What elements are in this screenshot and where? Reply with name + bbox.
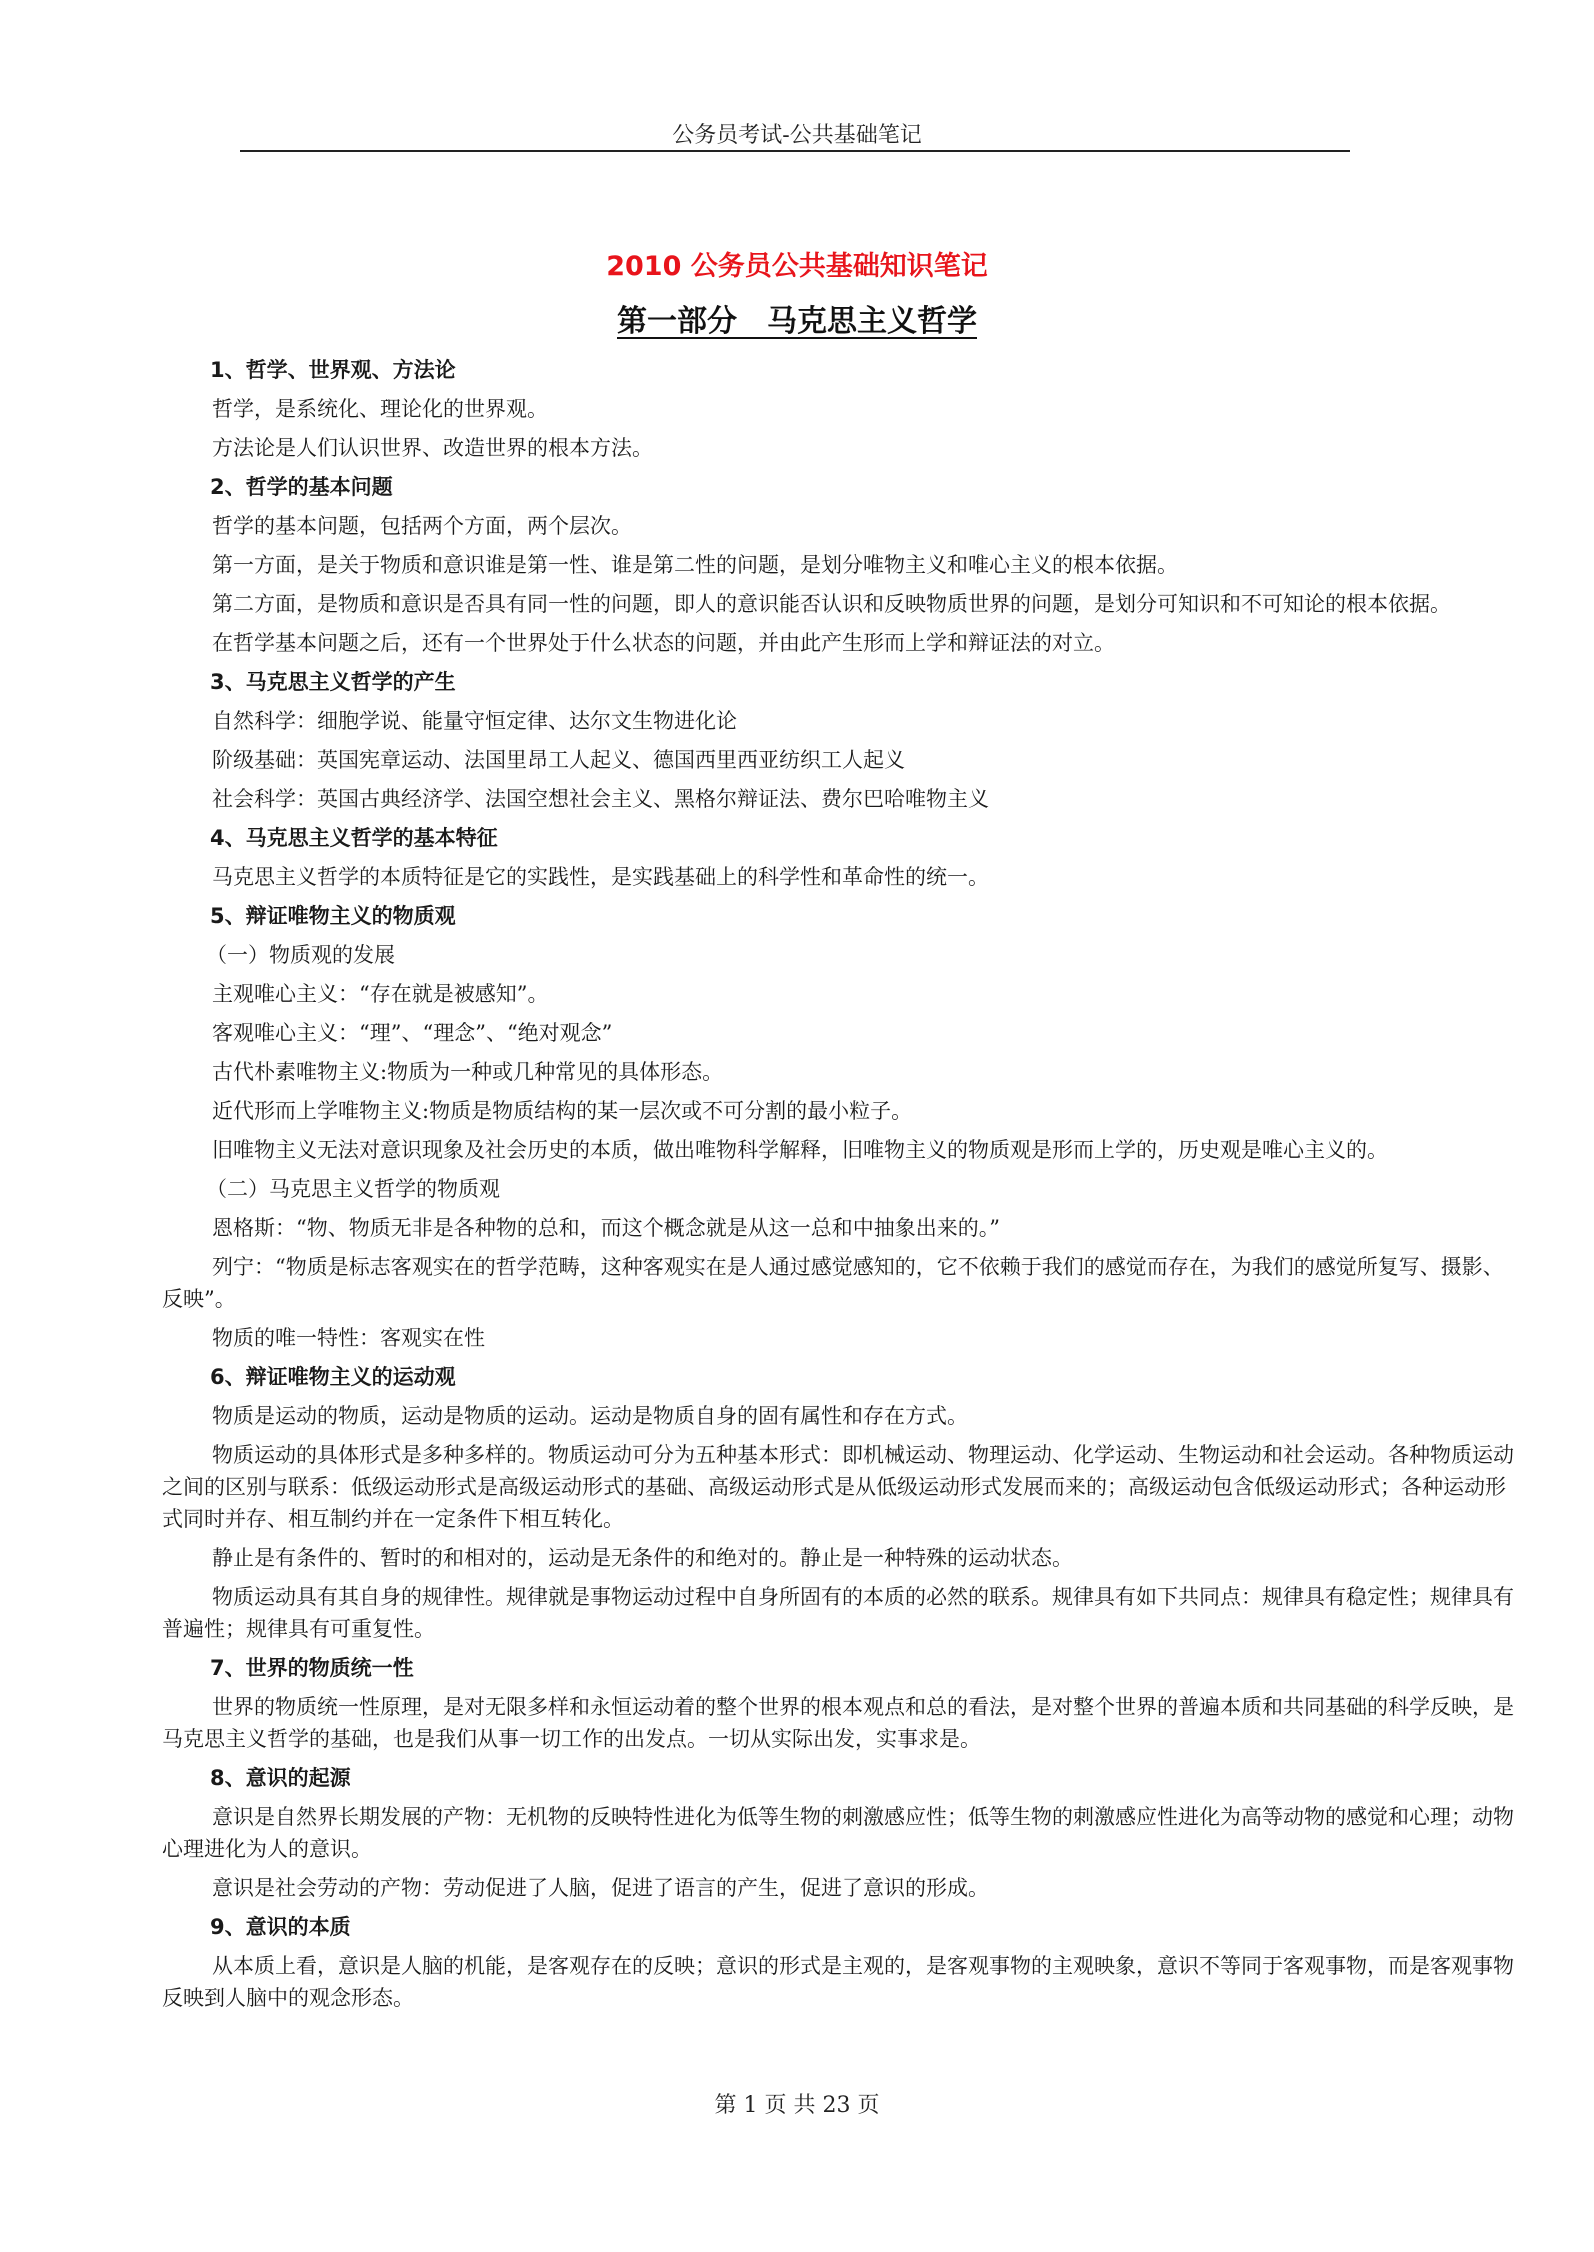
section-heading: 3、马克思主义哲学的产生: [210, 670, 456, 694]
paragraph: 世界的物质统一性原理，是对无限多样和永恒运动着的整个世界的根本观点和总的看法，是对整个世界的普遍本质和共同基础的科学反映，是马克思主义哲学的基础，也是我们从事一切工作的出发点。一切从实际出发，实事求是。: [162, 1695, 1514, 1751]
paragraph: 在哲学基本问题之后，还有一个世界处于什么状态的问题，并由此产生形而上学和辩证法的对立。: [212, 631, 1115, 655]
paragraph: 主观唯心主义：“存在就是被感知”。: [212, 982, 549, 1006]
subsection-heading: （一）物质观的发展: [206, 943, 395, 967]
part-title: [0, 296, 1594, 340]
paragraph: 第二方面，是物质和意识是否具有同一性的问题，即人的意识能否认识和反映物质世界的问题，是划分可知识和不可知论的根本依据。: [212, 592, 1451, 616]
paragraph: 客观唯心主义：“理”、“理念”、“绝对观念”: [212, 1021, 613, 1045]
paragraph: 自然科学：细胞学说、能量守恒定律、达尔文生物进化论: [212, 709, 737, 733]
paragraph: 近代形而上学唯物主义:物质是物质结构的某一层次或不可分割的最小粒子。: [212, 1099, 913, 1123]
paragraph: 哲学，是系统化、理论化的世界观。: [212, 397, 548, 421]
running-header: 公务员考试-公共基础笔记: [672, 123, 922, 148]
paragraph: 物质运动的具体形式是多种多样的。物质运动可分为五种基本形式：即机械运动、物理运动、化学运动、生物运动和社会运动。各种物质运动之间的区别与联系：低级运动形式是高级运动形式的基础、高级运动形式是从低级运动形式发展而来的；高级运动包含低级运动形式；各种运动形式同时并存、相互制约并在一定条件下相互转化。: [162, 1443, 1514, 1531]
section-heading: 8、意识的起源: [210, 1766, 351, 1790]
paragraph: 马克思主义哲学的本质特征是它的实践性，是实践基础上的科学性和革命性的统一。: [212, 865, 989, 889]
paragraph: 哲学的基本问题，包括两个方面，两个层次。: [212, 514, 632, 538]
subsection-heading: （二）马克思主义哲学的物质观: [206, 1177, 500, 1201]
paragraph: 物质的唯一特性：客观实在性: [212, 1326, 485, 1350]
section-heading: 1、哲学、世界观、方法论: [210, 358, 456, 382]
paragraph: 从本质上看，意识是人脑的机能，是客观存在的反映；意识的形式是主观的，是客观事物的主观映象，意识不等同于客观事物，而是客观事物反映到人脑中的观念形态。: [162, 1954, 1514, 2010]
section-heading: 2、哲学的基本问题: [210, 475, 393, 499]
paragraph: 社会科学：英国古典经济学、法国空想社会主义、黑格尔辩证法、费尔巴哈唯物主义: [212, 787, 989, 811]
section-heading: 4、马克思主义哲学的基本特征: [210, 826, 498, 850]
document-title: 2010 公务员公共基础知识笔记: [606, 251, 988, 282]
paragraph: 阶级基础：英国宪章运动、法国里昂工人起义、德国西里西亚纺织工人起义: [212, 748, 905, 772]
section-heading: 6、辩证唯物主义的运动观: [210, 1365, 456, 1389]
paragraph: 物质运动具有其自身的规律性。规律就是事物运动过程中自身所固有的本质的必然的联系。规律具有如下共同点：规律具有稳定性；规律具有普遍性；规律具有可重复性。: [162, 1585, 1514, 1641]
page-number-footer: 第 1 页 共 23 页: [714, 2093, 880, 2118]
header-divider: [240, 150, 1350, 152]
part-title-text: 第一部分 马克思主义哲学: [617, 304, 977, 339]
section-heading: 9、意识的本质: [210, 1915, 351, 1939]
section-heading: 7、世界的物质统一性: [210, 1656, 414, 1680]
document-body: [162, 354, 1524, 2021]
paragraph: 方法论是人们认识世界、改造世界的根本方法。: [212, 436, 653, 460]
paragraph: 静止是有条件的、暂时的和相对的，运动是无条件的和绝对的。静止是一种特殊的运动状态。: [212, 1546, 1073, 1570]
paragraph: 意识是社会劳动的产物：劳动促进了人脑，促进了语言的产生，促进了意识的形成。: [212, 1876, 989, 1900]
paragraph: 列宁：“物质是标志客观实在的哲学范畴，这种客观实在是人通过感觉感知的，它不依赖于我们的感觉而存在，为我们的感觉所复写、摄影、反映”。: [162, 1255, 1504, 1311]
paragraph: 意识是自然界长期发展的产物：无机物的反映特性进化为低等生物的刺激感应性；低等生物的刺激感应性进化为高等动物的感觉和心理；动物心理进化为人的意识。: [162, 1805, 1514, 1861]
paragraph: 旧唯物主义无法对意识现象及社会历史的本质，做出唯物科学解释，旧唯物主义的物质观是形而上学的，历史观是唯心主义的。: [212, 1138, 1388, 1162]
paragraph: 第一方面，是关于物质和意识谁是第一性、谁是第二性的问题，是划分唯物主义和唯心主义的根本依据。: [212, 553, 1178, 577]
section-heading: 5、辩证唯物主义的物质观: [210, 904, 456, 928]
paragraph: 恩格斯：“物、物质无非是各种物的总和，而这个概念就是从这一总和中抽象出来的。”: [212, 1216, 1000, 1240]
paragraph: 古代朴素唯物主义:物质为一种或几种常见的具体形态。: [212, 1060, 724, 1084]
paragraph: 物质是运动的物质，运动是物质的运动。运动是物质自身的固有属性和存在方式。: [212, 1404, 968, 1428]
